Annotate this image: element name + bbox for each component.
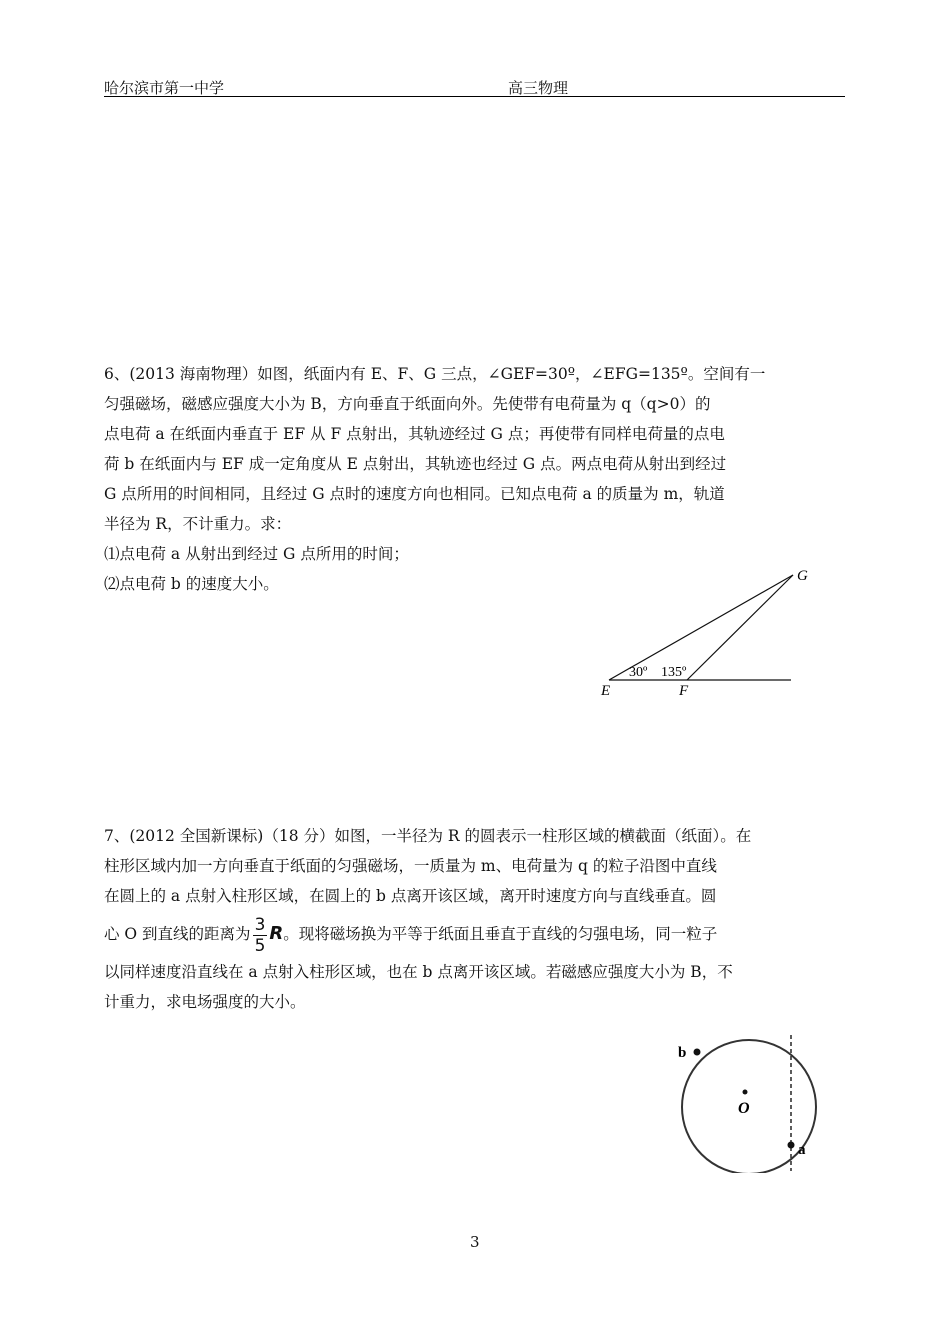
line-fg — [687, 575, 793, 680]
angle-f-label: 135º — [661, 665, 687, 680]
question-6-line: 匀强磁场，磁感应强度大小为 B，方向垂直于纸面向外。先使带有电荷量为 q（q>0）的 — [104, 395, 711, 413]
fraction-numerator: 3 — [254, 914, 266, 935]
point-b — [694, 1049, 701, 1056]
question-6-line: 半径为 R，不计重力。求： — [104, 515, 292, 533]
question-6-subquestion-1: ⑴点电荷 a 从射出到经过 G 点所用的时间； — [104, 545, 409, 563]
fraction — [253, 915, 268, 956]
subject-name: 高三物理 — [508, 79, 569, 97]
question-7-line: 以同样速度沿直线在 a 点射入柱形区域，也在 b 点离开该区域。若磁感应强度大小为 B，不 — [104, 963, 733, 981]
label-b: b — [678, 1045, 687, 1061]
point-a — [788, 1142, 795, 1149]
question-6-line: 6、(2013 海南物理）如图，纸面内有 E、F、G 三点，∠GEF=30º，∠EFG=135º。空间有一 — [104, 365, 766, 383]
question-6-line: 荷 b 在纸面内与 EF 成一定角度从 E 点射出，其轨迹也经过 G 点。两点电荷从射出到经过 — [104, 455, 727, 473]
school-name: 哈尔滨市第一中学 — [104, 79, 225, 97]
label-a: a — [798, 1142, 806, 1158]
question-7-text: 心 O 到直线的距离为 — [104, 925, 251, 943]
circle-diagram — [670, 1033, 830, 1173]
page-header — [104, 76, 845, 97]
question-7-line: 计重力，求电场强度的大小。 — [104, 993, 306, 1011]
question-6-subquestion-2: ⑵点电荷 b 的速度大小。 — [104, 575, 279, 593]
question-7-line-with-fraction — [104, 911, 849, 957]
question-7 — [104, 821, 849, 1017]
page-number: 3 — [470, 1233, 480, 1251]
question-7-line: 7、(2012 全国新课标)（18 分）如图，一半径为 R 的圆表示一柱形区域的横截面（纸面）。在 — [104, 827, 752, 845]
label-e: E — [601, 683, 611, 699]
question-6-line: 点电荷 a 在纸面内垂直于 EF 从 F 点射出，其轨迹经过 G 点；再使带有同样电荷量的点电 — [104, 425, 725, 443]
question-7-line: 在圆上的 a 点射入柱形区域，在圆上的 b 点离开该区域，离开时速度方向与直线垂直。圆 — [104, 887, 717, 905]
fraction-denominator: 5 — [254, 935, 266, 956]
label-g: G — [797, 568, 808, 584]
angle-e-label: 30º — [629, 665, 648, 680]
variable-r: R — [269, 923, 284, 944]
question-7-text: 。现将磁场换为平等于纸面且垂直于直线的匀强电场，同一粒子 — [283, 925, 718, 943]
triangle-diagram — [595, 562, 815, 702]
question-6-line: G 点所用的时间相同，且经过 G 点时的速度方向也相同。已知点电荷 a 的质量为 m，轨道 — [104, 485, 725, 503]
label-f: F — [679, 683, 689, 699]
point-o — [743, 1090, 748, 1095]
label-o: O — [738, 1100, 750, 1117]
question-7-line: 柱形区域内加一方向垂直于纸面的匀强磁场，一质量为 m、电荷量为 q 的粒子沿图中直线 — [104, 857, 717, 875]
